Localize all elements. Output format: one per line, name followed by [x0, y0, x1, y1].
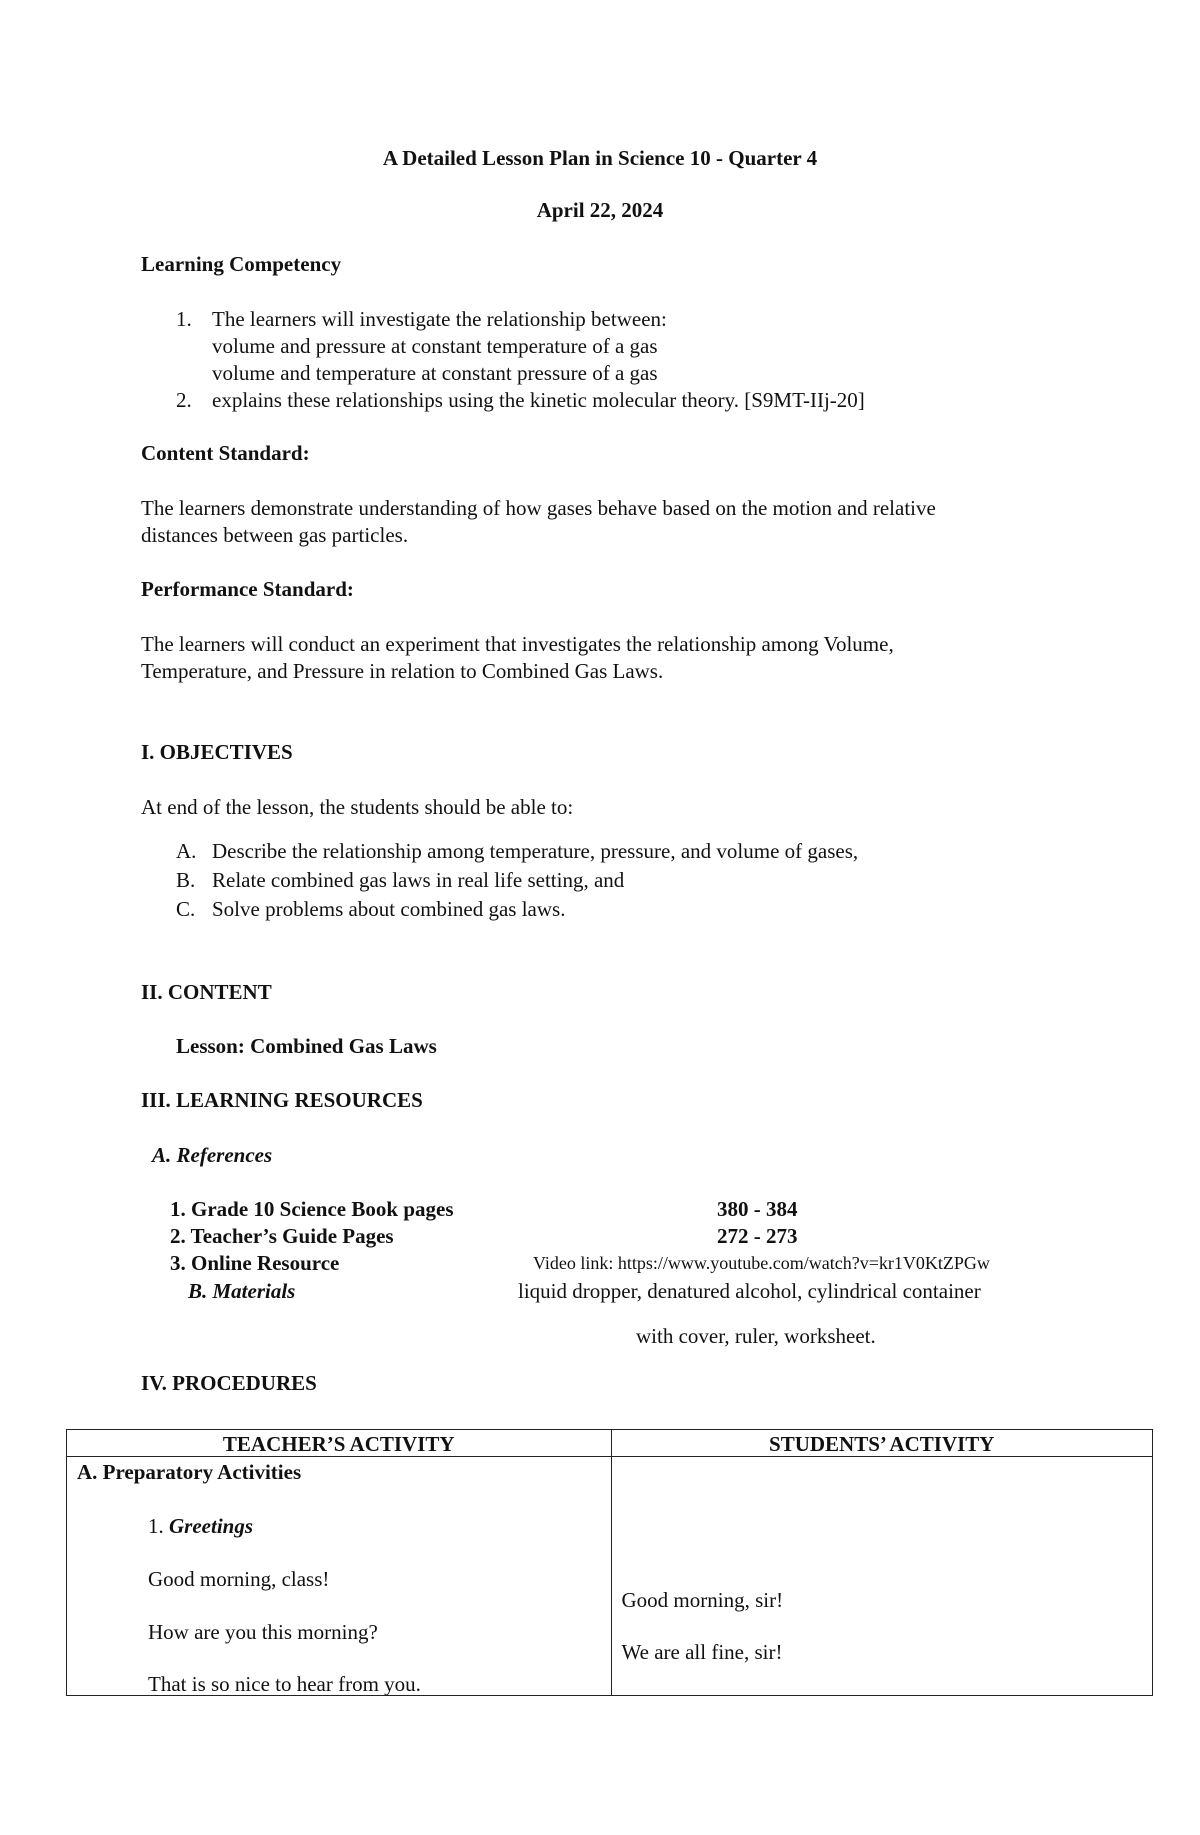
competency-1-line-1: The learners will investigate the relationship between: [212, 307, 667, 331]
document-title: A Detailed Lesson Plan in Science 10 - Quarter 4 [382, 146, 818, 170]
teacher-line-1: Good morning, class! [148, 1567, 330, 1591]
greetings-step-title: Greetings [169, 1514, 253, 1538]
ref-2-value: 272 - 273 [717, 1224, 798, 1248]
competency-1-num: 1. [176, 307, 192, 331]
competency-2-line-1: explains these relationships using the kinetic molecular theory. [S9MT-IIj-20] [212, 388, 865, 412]
teacher-activity-cell [67, 1457, 612, 1696]
competency-1-line-3: volume and temperature at constant pressure of a gas [212, 361, 658, 385]
ref-2-label: 2. Teacher’s Guide Pages [170, 1224, 394, 1248]
student-line-2: We are all fine, sir! [621, 1640, 783, 1664]
students-activity-cell [611, 1457, 1153, 1696]
learning-competency-heading: Learning Competency [141, 252, 342, 276]
objective-c-text: Solve problems about combined gas laws. [212, 897, 566, 921]
teacher-line-3: That is so nice to hear from you. [148, 1672, 421, 1696]
objective-b-letter: B. [176, 868, 196, 892]
objective-c-letter: C. [176, 897, 196, 921]
content-standard-heading: Content Standard: [141, 441, 310, 465]
learning-resources-heading: III. LEARNING RESOURCES [141, 1088, 423, 1112]
greetings-step-num: 1. [148, 1514, 164, 1538]
ref-3-label: 3. Online Resource [170, 1251, 340, 1275]
student-line-1: Good morning, sir! [621, 1588, 784, 1612]
competency-1-line-2: volume and pressure at constant temperature of a gas [212, 334, 658, 358]
online-resource-link[interactable]: Video link: https://www.youtube.com/watch?v=kr1V0KtZPGw [533, 1253, 990, 1273]
references-label: A. References [152, 1143, 273, 1167]
procedures-row [67, 1457, 1153, 1696]
materials-line-2: with cover, ruler, worksheet. [636, 1324, 876, 1348]
materials-label: B. Materials [188, 1279, 296, 1303]
objectives-intro: At end of the lesson, the students should be able to: [141, 795, 574, 819]
performance-standard-heading: Performance Standard: [141, 577, 354, 601]
competency-2-num: 2. [176, 388, 192, 412]
students-activity-header: STUDENTS’ ACTIVITY [611, 1430, 1153, 1457]
ref-1-label: 1. Grade 10 Science Book pages [170, 1197, 454, 1221]
ref-1-value: 380 - 384 [717, 1197, 798, 1221]
preparatory-activities-label: A. Preparatory Activities [77, 1460, 302, 1484]
procedures-table [66, 1429, 1153, 1696]
procedures-heading: IV. PROCEDURES [141, 1371, 317, 1395]
objectives-heading: I. OBJECTIVES [141, 740, 293, 764]
teacher-activity-header: TEACHER’S ACTIVITY [67, 1430, 612, 1457]
procedures-header-row [67, 1430, 1153, 1457]
document-date: April 22, 2024 [536, 198, 664, 222]
objective-b-text: Relate combined gas laws in real life setting, and [212, 868, 625, 892]
greetings-step [148, 1514, 253, 1539]
lesson-line [176, 1034, 437, 1059]
lesson-label: Lesson: [176, 1034, 245, 1058]
teacher-line-2: How are you this morning? [148, 1620, 378, 1644]
content-heading: II. CONTENT [141, 980, 272, 1004]
content-standard-line-2: distances between gas particles. [141, 523, 409, 547]
lesson-title: Combined Gas Laws [250, 1034, 437, 1058]
materials-line-1: liquid dropper, denatured alcohol, cylindrical container [518, 1279, 981, 1303]
content-standard-line-1: The learners demonstrate understanding of how gases behave based on the motion and relative [141, 496, 936, 520]
performance-standard-line-2: Temperature, and Pressure in relation to Combined Gas Laws. [141, 659, 664, 683]
objective-a-letter: A. [176, 839, 197, 863]
performance-standard-line-1: The learners will conduct an experiment that investigates the relationship among Volume, [141, 632, 894, 656]
objective-a-text: Describe the relationship among temperature, pressure, and volume of gases, [212, 839, 859, 863]
